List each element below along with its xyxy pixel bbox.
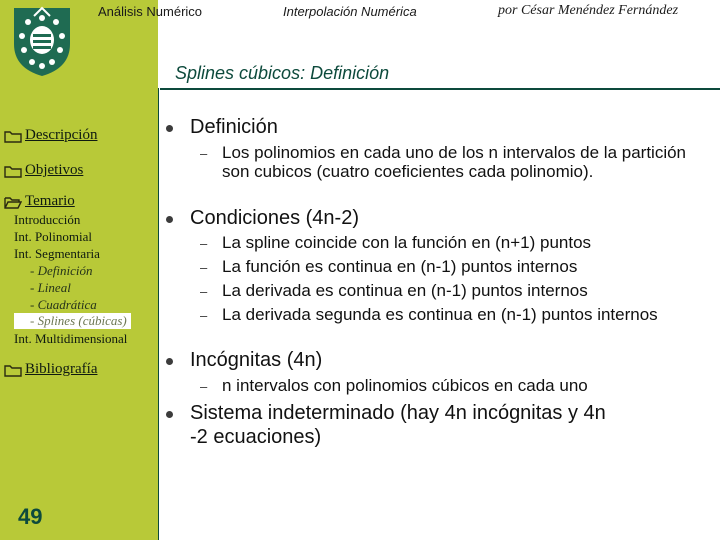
nav-cuadratica[interactable]: - Cuadrática (30, 297, 97, 312)
author-credit: por César Menéndez Fernández (498, 3, 679, 18)
sub-dash: – (200, 236, 208, 251)
nav-introduccion[interactable]: Introducción (14, 212, 81, 227)
nav-bibliografia[interactable] (4, 361, 97, 378)
nav-int-multidimensional[interactable]: Int. Multidimensional (14, 331, 128, 346)
sub-dash: – (200, 146, 208, 161)
nav-int-segmentaria[interactable]: Int. Segmentaria (14, 246, 100, 261)
sub-condiciones-3: La derivada es continua en (n-1) puntos internos (222, 281, 588, 300)
bullet-incognitas: Incógnitas (4n) (190, 349, 323, 371)
slide-title: Splines cúbicos: Definición (175, 63, 390, 83)
topic-title: Interpolación Numérica (283, 4, 417, 19)
sub-condiciones-1: La spline coincide con la función en (n+1) puntos (222, 233, 592, 252)
sub-dash: – (200, 260, 208, 275)
nav-splines-current[interactable]: - Splines (cúbicas) (14, 313, 131, 329)
nav-bibliografia-label: Bibliografía (25, 361, 98, 377)
bullet-definicion: Definición (190, 116, 278, 138)
bullet-dot (166, 125, 173, 132)
folder-icon (4, 129, 22, 143)
sub-condiciones-2: La función es continua en (n-1) puntos internos (222, 257, 578, 276)
bullet-condiciones: Condiciones (4n-2) (190, 207, 359, 229)
nav-objetivos[interactable] (4, 162, 83, 179)
university-logo (4, 2, 80, 78)
bullet-sistema-line1: Sistema indeterminado (hay 4n incógnitas y 4n (190, 402, 606, 424)
sub-dash: – (200, 379, 208, 394)
bullet-sistema-line2: -2 ecuaciones) (190, 426, 322, 448)
nav-lineal[interactable]: - Lineal (30, 280, 71, 295)
folder-icon (4, 363, 22, 377)
folder-icon (4, 164, 22, 178)
bullet-dot (166, 358, 173, 365)
sub-definicion-1: Los polinomios en cada uno de los n intervalos de la partición son cubicos (cuatro coeficientes cada polinomio). (222, 143, 687, 181)
bullet-dot (166, 411, 173, 418)
page-number: 49 (18, 504, 43, 529)
nav-temario-label: Temario (25, 193, 75, 209)
folder-open-icon (4, 195, 22, 209)
nav-descripcion-label: Descripción (25, 127, 98, 143)
sub-dash: – (200, 308, 208, 323)
nav-definicion[interactable]: - Definición (30, 263, 93, 278)
sidebar-divider (158, 88, 159, 540)
sub-dash: – (200, 284, 208, 299)
nav-descripcion[interactable] (4, 127, 97, 144)
course-title: Análisis Numérico (98, 4, 203, 19)
sub-condiciones-4: La derivada segunda es continua en (n-1) puntos internos (222, 305, 658, 324)
sub-incognitas-1: n intervalos con polinomios cúbicos en cada uno (222, 376, 588, 395)
bullet-dot (166, 216, 173, 223)
nav-objetivos-label: Objetivos (25, 162, 84, 178)
nav-int-polinomial[interactable]: Int. Polinomial (14, 229, 92, 244)
nav-temario[interactable] (4, 193, 75, 210)
title-divider (160, 88, 720, 90)
